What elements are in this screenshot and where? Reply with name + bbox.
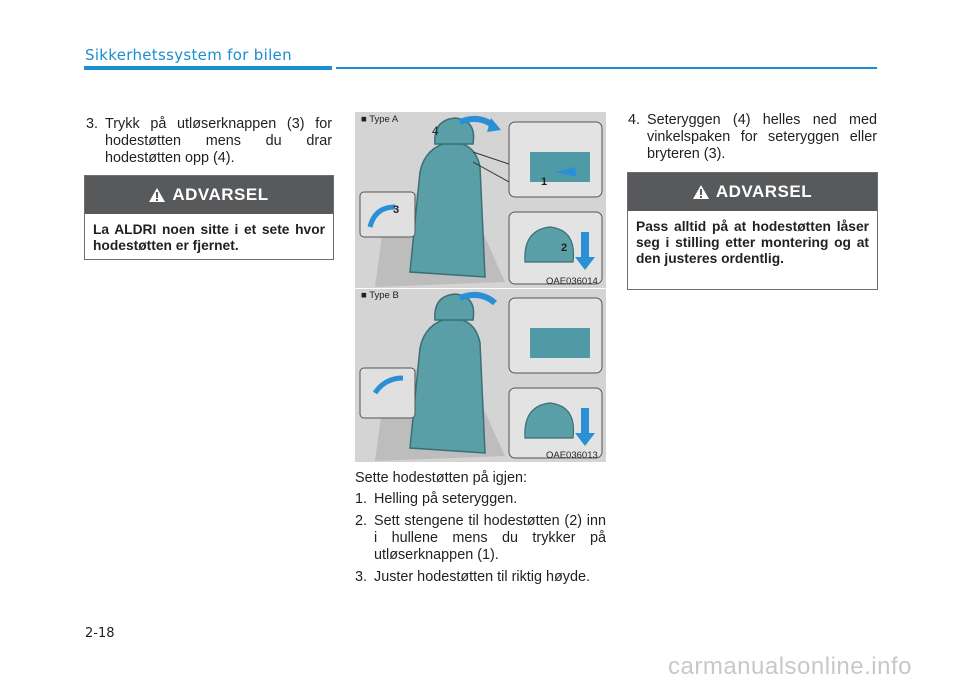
reinstall-step-2: [355, 513, 606, 564]
step-text: Juster hodestøtten til riktig høyde.: [374, 569, 590, 585]
warning-title: ADVARSEL: [715, 182, 813, 201]
warning-title: ADVARSEL: [172, 185, 269, 204]
callout-1: 1: [541, 176, 548, 188]
page-number: 2-18: [85, 626, 115, 641]
callout-4: 4: [432, 124, 439, 138]
reinstall-intro: Sette hodestøtten på igjen:: [355, 470, 528, 486]
step-number: 2.: [355, 513, 368, 529]
header-rule-thick: [84, 66, 332, 70]
headrest-figure: [355, 112, 606, 462]
section-title: Sikkerhetssystem for bilen: [85, 46, 292, 64]
reinstall-step-3: [355, 569, 606, 586]
step-number: 4.: [628, 112, 641, 128]
warning-text: Pass alltid på at hodestøtten låser seg i stilling etter montering og at den justeres ordentlig.: [636, 219, 869, 266]
step-text: Sett stengene til hodestøtten (2) inn i hullene mens du trykker på utløserknappen (1).: [374, 513, 606, 563]
warning-box-left: [84, 175, 334, 260]
warning-header: [628, 173, 877, 211]
callout-2: 2: [561, 242, 568, 254]
warning-text: La ALDRI noen sitte i et sete hvor hodestøtten er fjernet.: [93, 222, 325, 253]
watermark: carmanualsonline.info: [668, 653, 912, 680]
step-text: Helling på seteryggen.: [374, 491, 518, 507]
step-text: Seteryggen (4) helles ned med vinkelspaken for seteryggen eller bryteren (3).: [647, 112, 877, 162]
step-number: 1.: [355, 491, 368, 507]
type-b-code: OAE036013: [546, 450, 598, 461]
reinstall-step-1: [355, 491, 606, 508]
header-rule-thin: [336, 67, 877, 69]
callout-3: 3: [393, 204, 400, 216]
middle-column: [355, 470, 606, 591]
type-a-label: ■ Type A: [361, 114, 399, 125]
step-3-paragraph: [86, 116, 332, 167]
left-column: [86, 116, 332, 172]
step-number: 3.: [355, 569, 368, 585]
right-column: [628, 112, 877, 168]
seat-illustration-type-b: [355, 288, 606, 462]
warning-triangle-icon: [693, 185, 709, 199]
warning-header: [85, 176, 333, 214]
type-a-code: OAE036014: [546, 276, 598, 287]
type-b-label: ■ Type B: [361, 290, 399, 301]
warning-box-right: [627, 172, 878, 290]
warning-triangle-icon: [149, 188, 165, 202]
step-number: 3.: [86, 116, 99, 132]
step-text: Trykk på utløserknappen (3) for hodestøtten mens du drar hodestøtten opp (4).: [105, 116, 332, 166]
figure-panel-type-a: [355, 112, 606, 288]
step-4-paragraph: [628, 112, 877, 163]
seat-illustration-type-a: [355, 112, 606, 288]
figure-panel-type-b: [355, 288, 606, 462]
